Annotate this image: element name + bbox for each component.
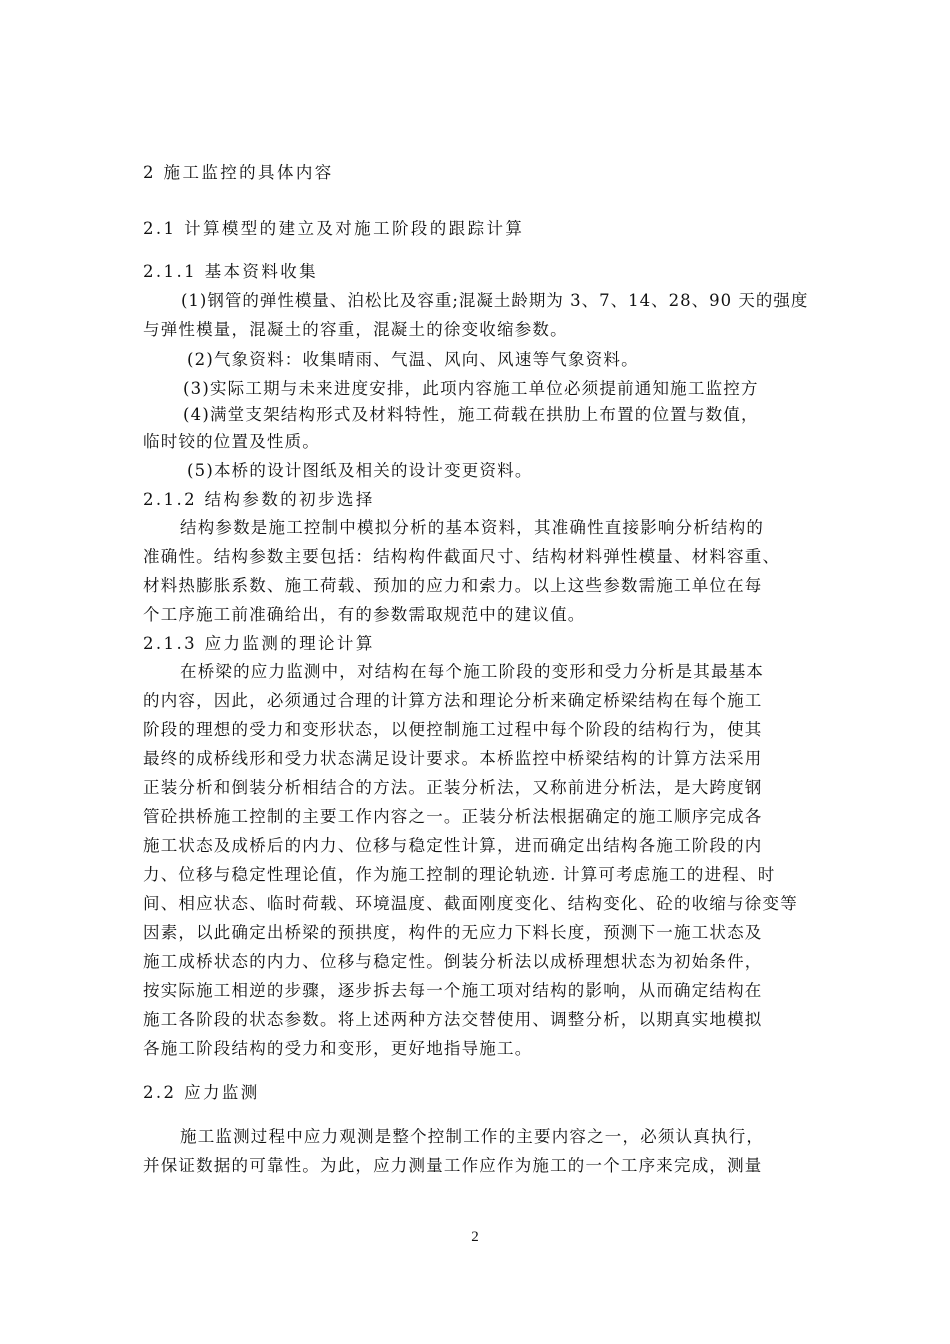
para-2-1-3-line-14: 各施工阶段结构的受力和变形，更好地指导施工。 <box>143 1039 533 1058</box>
para-2-1-3-line-11: 施工成桥状态的内力、位移与稳定性。倒装分析法以成桥理想状态为初始条件， <box>143 952 763 971</box>
para-2-1-3-line-4: 最终的成桥线形和受力状态满足设计要求。本桥监控中桥梁结构的计算方法采用 <box>143 749 763 768</box>
item-3: (3)实际工期与未来进度安排，此项内容施工单位必须提前通知施工监控方 <box>183 379 759 398</box>
section-heading-2-1-2: 2.1.2 结构参数的初步选择 <box>143 490 375 509</box>
section-heading-2-1-3: 2.1.3 应力监测的理论计算 <box>143 634 375 653</box>
para-2-1-3-line-2: 的内容，因此，必须通过合理的计算方法和理论分析来确定桥梁结构在每个施工 <box>143 691 763 710</box>
section-heading-2-1: 2.1 计算模型的建立及对施工阶段的跟踪计算 <box>143 219 525 238</box>
para-2-1-2-line-4: 个工序施工前准确给出，有的参数需取规范中的建议值。 <box>143 605 586 624</box>
para-2-1-3-line-12: 按实际施工相逆的步骤，逐步拆去每一个施工项对结构的影响，从而确定结构在 <box>143 981 763 1000</box>
para-2-1-3-line-6: 管砼拱桥施工控制的主要工作内容之一。正装分析法根据确定的施工顺序完成各 <box>143 807 763 826</box>
item-4-line-2: 临时铰的位置及性质。 <box>143 432 320 451</box>
item-2: (2)气象资料：收集晴雨、气温、风向、风速等气象资料。 <box>187 350 639 369</box>
para-2-1-3-line-1: 在桥梁的应力监测中，对结构在每个施工阶段的变形和受力分析是其最基本 <box>180 662 765 681</box>
item-1-line-1: (1)钢管的弹性模量、泊松比及容重;混凝土龄期为 3、7、14、28、90 天的强度 <box>181 291 809 310</box>
para-2-1-3-line-10: 因素，以此确定出桥梁的预拱度，构件的无应力下料长度，预测下一施工状态及 <box>143 923 763 942</box>
section-heading-2-1-1: 2.1.1 基本资料收集 <box>143 262 319 281</box>
page-number: 2 <box>471 1229 479 1245</box>
para-2-2-line-1: 施工监测过程中应力观测是整个控制工作的主要内容之一，必须认真执行， <box>180 1127 765 1146</box>
para-2-1-3-line-8: 力、位移与稳定性理论值，作为施工控制的理论轨迹. 计算可考虑施工的进程、时 <box>143 865 776 884</box>
section-heading-2: 2 施工监控的具体内容 <box>143 163 334 182</box>
para-2-1-2-line-1: 结构参数是施工控制中模拟分析的基本资料，其准确性直接影响分析结构的 <box>180 518 765 537</box>
para-2-1-2-line-3: 材料热膨胀系数、施工荷载、预加的应力和索力。以上这些参数需施工单位在每 <box>143 576 763 595</box>
para-2-1-3-line-13: 施工各阶段的状态参数。将上述两种方法交替使用、调整分析，以期真实地模拟 <box>143 1010 763 1029</box>
para-2-1-3-line-9: 间、相应状态、临时荷载、环境温度、截面刚度变化、结构变化、砼的收缩与徐变等 <box>143 894 798 913</box>
para-2-1-3-line-3: 阶段的理想的受力和变形状态，以便控制施工过程中每个阶段的结构行为，使其 <box>143 720 763 739</box>
para-2-1-3-line-5: 正装分析和倒装分析相结合的方法。正装分析法，又称前进分析法，是大跨度钢 <box>143 778 763 797</box>
item-4-line-1: (4)满堂支架结构形式及材料特性，施工荷载在拱肋上布置的位置与数值， <box>183 405 759 424</box>
para-2-1-3-line-7: 施工状态及成桥后的内力、位移与稳定性计算，进而确定出结构各施工阶段的内 <box>143 836 763 855</box>
item-1-line-2: 与弹性模量，混凝土的容重，混凝土的徐变收缩参数。 <box>143 320 568 339</box>
item-5: (5)本桥的设计图纸及相关的设计变更资料。 <box>187 461 533 480</box>
para-2-1-2-line-2: 准确性。结构参数主要包括：结构构件截面尺寸、结构材料弹性模量、材料容重、 <box>143 547 781 566</box>
section-heading-2-2: 2.2 应力监测 <box>143 1083 260 1102</box>
para-2-2-line-2: 并保证数据的可靠性。为此，应力测量工作应作为施工的一个工序来完成，测量 <box>143 1156 763 1175</box>
